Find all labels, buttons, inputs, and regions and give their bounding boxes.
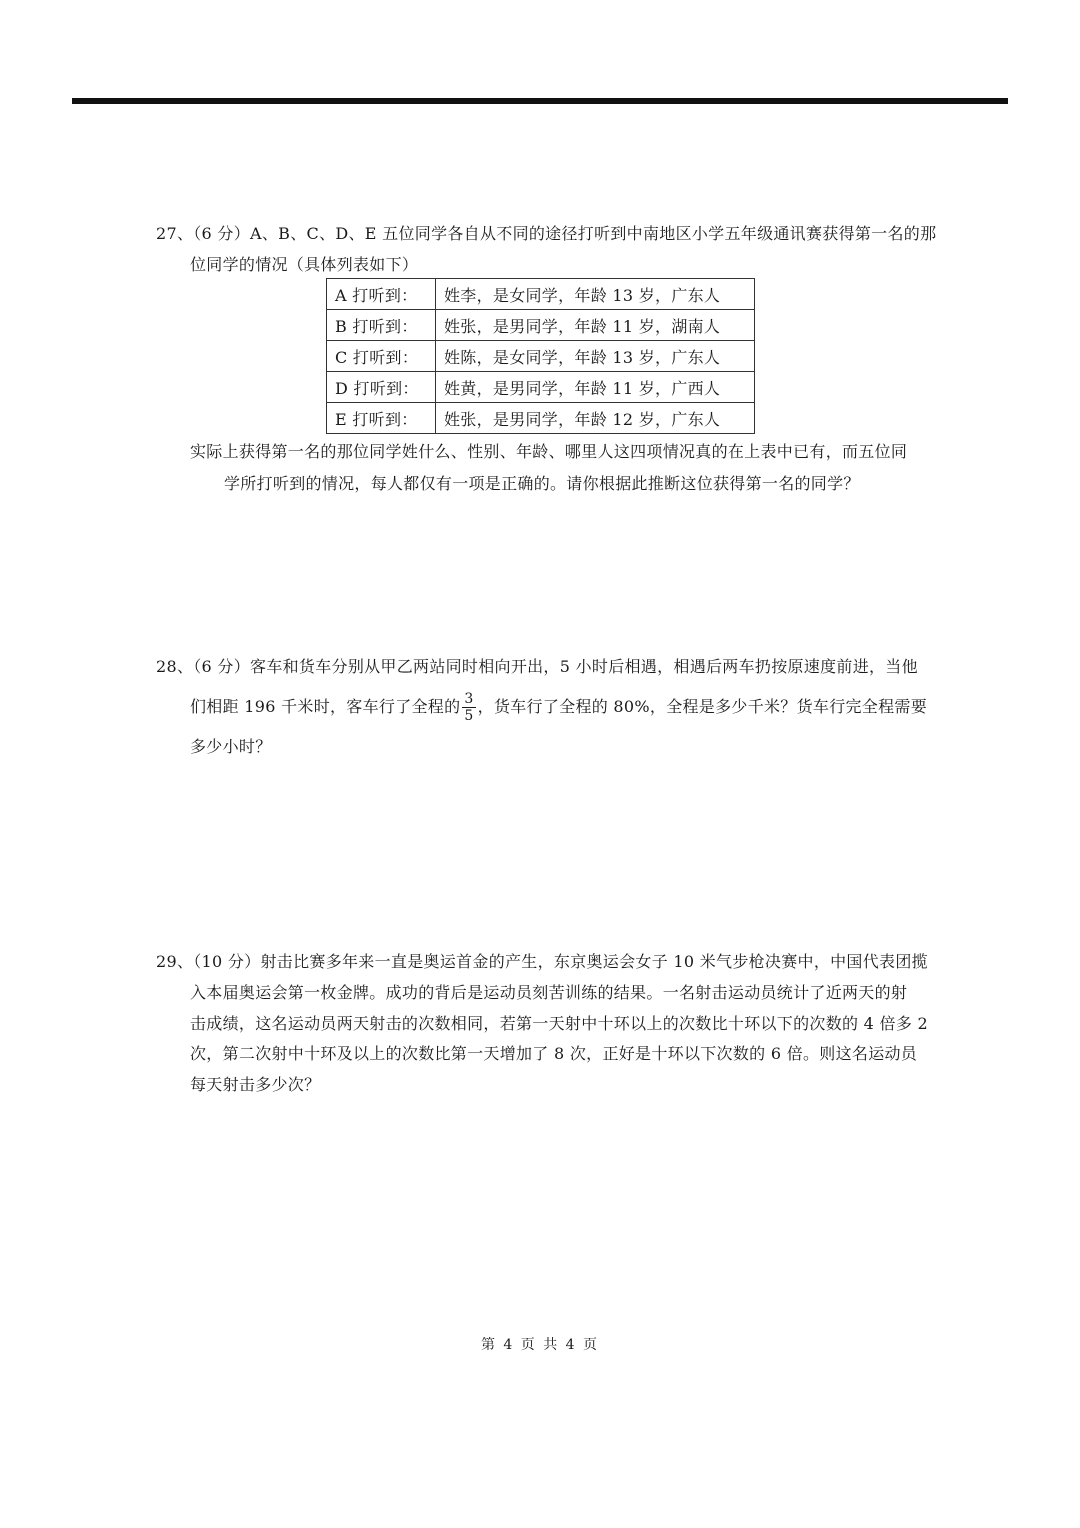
table-cell-info: 姓张，是男同学，年龄 12 岁，广东人 (436, 403, 755, 434)
q28-line-2-after: ，货车行了全程的 80%，全程是多少千米？货车行完全程需要 (477, 697, 927, 716)
table-row (327, 341, 755, 372)
q29-line-1: 29、（10 分）射击比赛多年来一直是奥运首金的产生，东京奥运会女子 10 米气步枪决赛中，中国代表团揽 (156, 952, 928, 971)
header-rule (72, 98, 1008, 104)
table-cell-who: C 打听到： (327, 341, 436, 372)
table-cell-who: A 打听到： (327, 279, 436, 310)
q27-line-1: 27、（6 分）A、B、C、D、E 五位同学各自从不同的途径打听到中南地区小学五年级通讯赛获得第一名的那 (156, 224, 937, 243)
q27-line-3: 实际上获得第一名的那位同学姓什么、性别、年龄、哪里人这四项情况真的在上表中已有，而五位同 (190, 442, 908, 461)
page-footer: 第 4 页 共 4 页 (480, 1337, 600, 1353)
q28-line-3: 多少小时？ (190, 737, 272, 756)
q28-line-2 (190, 690, 927, 724)
table-cell-info: 姓张，是男同学，年龄 11 岁，湖南人 (436, 310, 755, 341)
table-cell-info: 姓黄，是男同学，年龄 11 岁，广西人 (436, 372, 755, 403)
fraction (462, 691, 475, 724)
table-cell-info: 姓李，是女同学，年龄 13 岁，广东人 (436, 279, 755, 310)
q29-line-4: 次，第二次射中十环及以上的次数比第一天增加了 8 次，正好是十环以下次数的 6 倍。则这名运动员 (190, 1044, 918, 1063)
table-row (327, 372, 755, 403)
q29-line-3: 击成绩，这名运动员两天射击的次数相同，若第一天射中十环以上的次数比十环以下的次数的 4 倍多 2 (190, 1014, 929, 1033)
q27-line-2: 位同学的情况（具体列表如下） (190, 255, 419, 274)
q29-line-2: 入本届奥运会第一枚金牌。成功的背后是运动员刻苦训练的结果。一名射击运动员统计了近两天的射 (190, 983, 908, 1002)
q28-line-2-before: 们相距 196 千米时，客车行了全程的 (190, 697, 461, 716)
table-row (327, 279, 755, 310)
table-cell-who: D 打听到： (327, 372, 436, 403)
table-cell-info: 姓陈，是女同学，年龄 13 岁，广东人 (436, 341, 755, 372)
table-cell-who: B 打听到： (327, 310, 436, 341)
table-row (327, 403, 755, 434)
fraction-denominator: 5 (464, 708, 474, 724)
table-cell-who: E 打听到： (327, 403, 436, 434)
q29-line-5: 每天射击多少次？ (190, 1075, 321, 1094)
table-row (327, 310, 755, 341)
q27-table (326, 278, 755, 434)
fraction-numerator: 3 (464, 691, 474, 707)
q28-line-1: 28、（6 分）客车和货车分别从甲乙两站同时相向开出，5 小时后相遇，相遇后两车扔按原速度前进，当他 (156, 657, 918, 676)
q27-line-4: 学所打听到的情况，每人都仅有一项是正确的。请你根据此推断这位获得第一名的同学？ (224, 474, 860, 493)
